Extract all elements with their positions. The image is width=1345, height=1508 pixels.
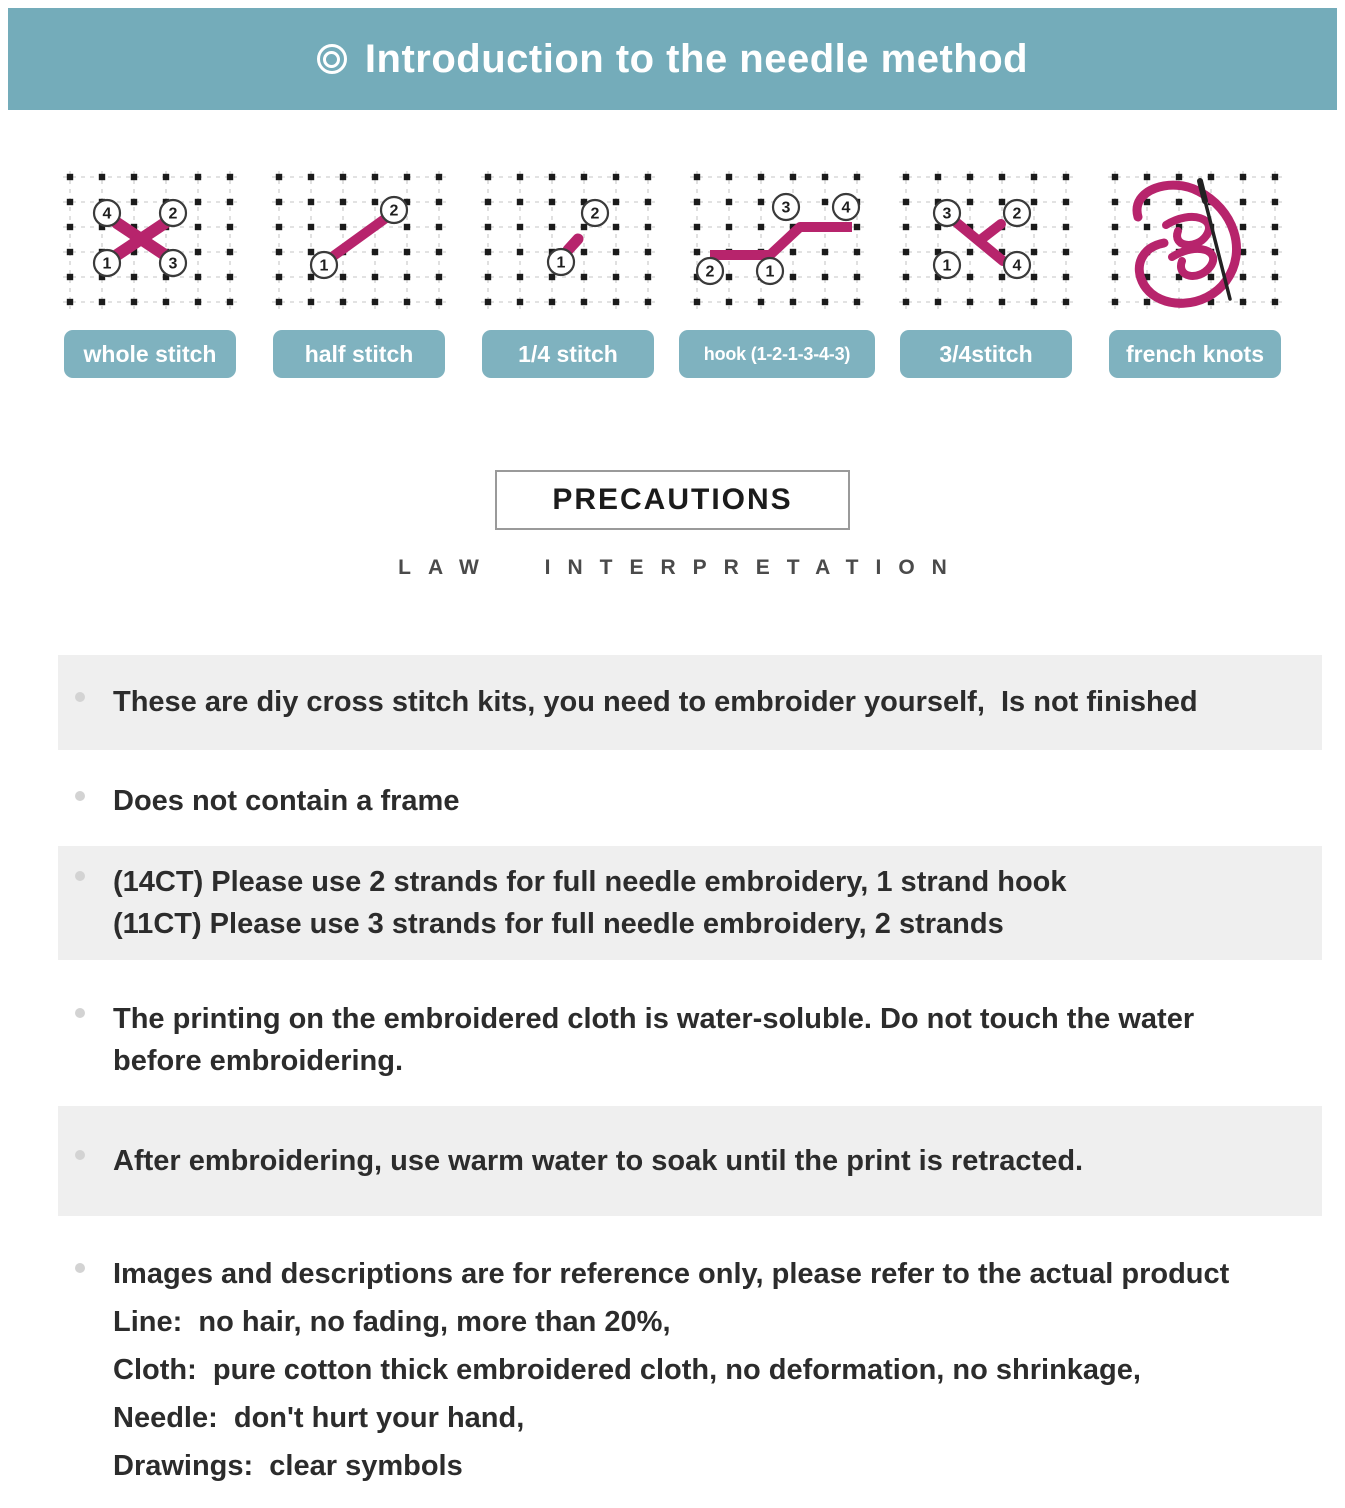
precaution-item bbox=[58, 655, 1322, 750]
svg-text:1: 1 bbox=[556, 254, 566, 272]
svg-text:3: 3 bbox=[942, 205, 952, 223]
svg-text:4: 4 bbox=[102, 205, 112, 223]
stitch-panel-threequarter bbox=[888, 165, 1084, 378]
svg-text:2: 2 bbox=[1012, 205, 1022, 223]
stitch-diagram-french bbox=[1100, 165, 1290, 315]
svg-text:4: 4 bbox=[1012, 257, 1022, 275]
precaution-item bbox=[58, 784, 1322, 819]
stitch-label: 3/4stitch bbox=[900, 330, 1072, 378]
svg-text:2: 2 bbox=[168, 205, 178, 223]
precaution-line: Cloth: pure cotton thick embroidered cloth, no deformation, no shrinkage, bbox=[113, 1354, 1141, 1386]
page bbox=[0, 8, 1345, 1490]
precaution-item bbox=[58, 1250, 1322, 1490]
stitch-panel-french bbox=[1097, 165, 1293, 378]
bullet-icon bbox=[75, 1263, 85, 1273]
svg-text:2: 2 bbox=[705, 263, 715, 281]
stitch-strip bbox=[0, 165, 1345, 378]
precautions-heading bbox=[0, 470, 1345, 530]
precaution-line: The printing on the embroidered cloth is water-soluble. Do not touch the water bbox=[113, 1003, 1195, 1035]
bullet-icon bbox=[75, 1150, 85, 1160]
precaution-line: These are diy cross stitch kits, you need to embroider yourself, Is not finished bbox=[113, 686, 1198, 718]
precaution-item bbox=[58, 1106, 1322, 1216]
precaution-line: After embroidering, use warm water to soak until the print is retracted. bbox=[113, 1145, 1084, 1177]
stitch-diagram-threequarter bbox=[891, 165, 1081, 315]
page-title: Introduction to the needle method bbox=[364, 36, 1029, 81]
precaution-item bbox=[58, 998, 1322, 1082]
precaution-line: Does not contain a frame bbox=[113, 785, 460, 817]
svg-text:3: 3 bbox=[168, 255, 178, 273]
svg-text:2: 2 bbox=[389, 202, 399, 220]
stitch-panel-hook bbox=[679, 165, 875, 378]
precaution-line: before embroidering. bbox=[113, 1045, 404, 1077]
precautions-title: PRECAUTIONS bbox=[552, 483, 793, 516]
precaution-item bbox=[58, 846, 1322, 960]
svg-text:4: 4 bbox=[841, 199, 851, 217]
precautions-title-box bbox=[495, 470, 849, 530]
precaution-line: Images and descriptions are for reference only, please refer to the actual product bbox=[113, 1258, 1230, 1290]
stitch-diagram-whole bbox=[55, 165, 245, 315]
stitch-label: hook (1-2-1-3-4-3) bbox=[679, 330, 875, 378]
stitch-label: 1/4 stitch bbox=[482, 330, 654, 378]
header-banner bbox=[8, 8, 1337, 110]
svg-text:3: 3 bbox=[781, 199, 791, 217]
precaution-list bbox=[0, 655, 1345, 1490]
stitch-panel-whole bbox=[52, 165, 248, 378]
precaution-line: (14CT) Please use 2 strands for full needle embroidery, 1 strand hook bbox=[113, 866, 1067, 898]
stitch-diagram-half bbox=[264, 165, 454, 315]
stitch-label: half stitch bbox=[273, 330, 445, 378]
stitch-diagram-hook bbox=[682, 165, 872, 315]
svg-text:1: 1 bbox=[942, 257, 952, 275]
precautions-subtitle: LAW INTERPRETATION bbox=[398, 556, 964, 579]
precaution-line: Drawings: clear symbols bbox=[113, 1450, 463, 1482]
stitch-diagram-quarter bbox=[473, 165, 663, 315]
stitch-panel-half bbox=[261, 165, 457, 378]
bullet-icon bbox=[75, 692, 85, 702]
svg-text:1: 1 bbox=[319, 257, 329, 275]
bullet-icon bbox=[75, 1008, 85, 1018]
precaution-line: Needle: don't hurt your hand, bbox=[113, 1402, 525, 1434]
svg-text:1: 1 bbox=[102, 255, 112, 273]
stitch-label: whole stitch bbox=[64, 330, 236, 378]
stitch-panel-quarter bbox=[470, 165, 666, 378]
precaution-line: (11CT) Please use 3 strands for full needle embroidery, 2 strands bbox=[113, 908, 1004, 940]
precaution-line: Line: no hair, no fading, more than 20%, bbox=[113, 1306, 671, 1338]
bullet-icon bbox=[75, 791, 85, 801]
svg-text:2: 2 bbox=[590, 205, 600, 223]
stitch-label: french knots bbox=[1109, 330, 1281, 378]
bullseye-icon bbox=[317, 44, 347, 74]
bullet-icon bbox=[75, 871, 85, 881]
svg-text:1: 1 bbox=[765, 263, 775, 281]
